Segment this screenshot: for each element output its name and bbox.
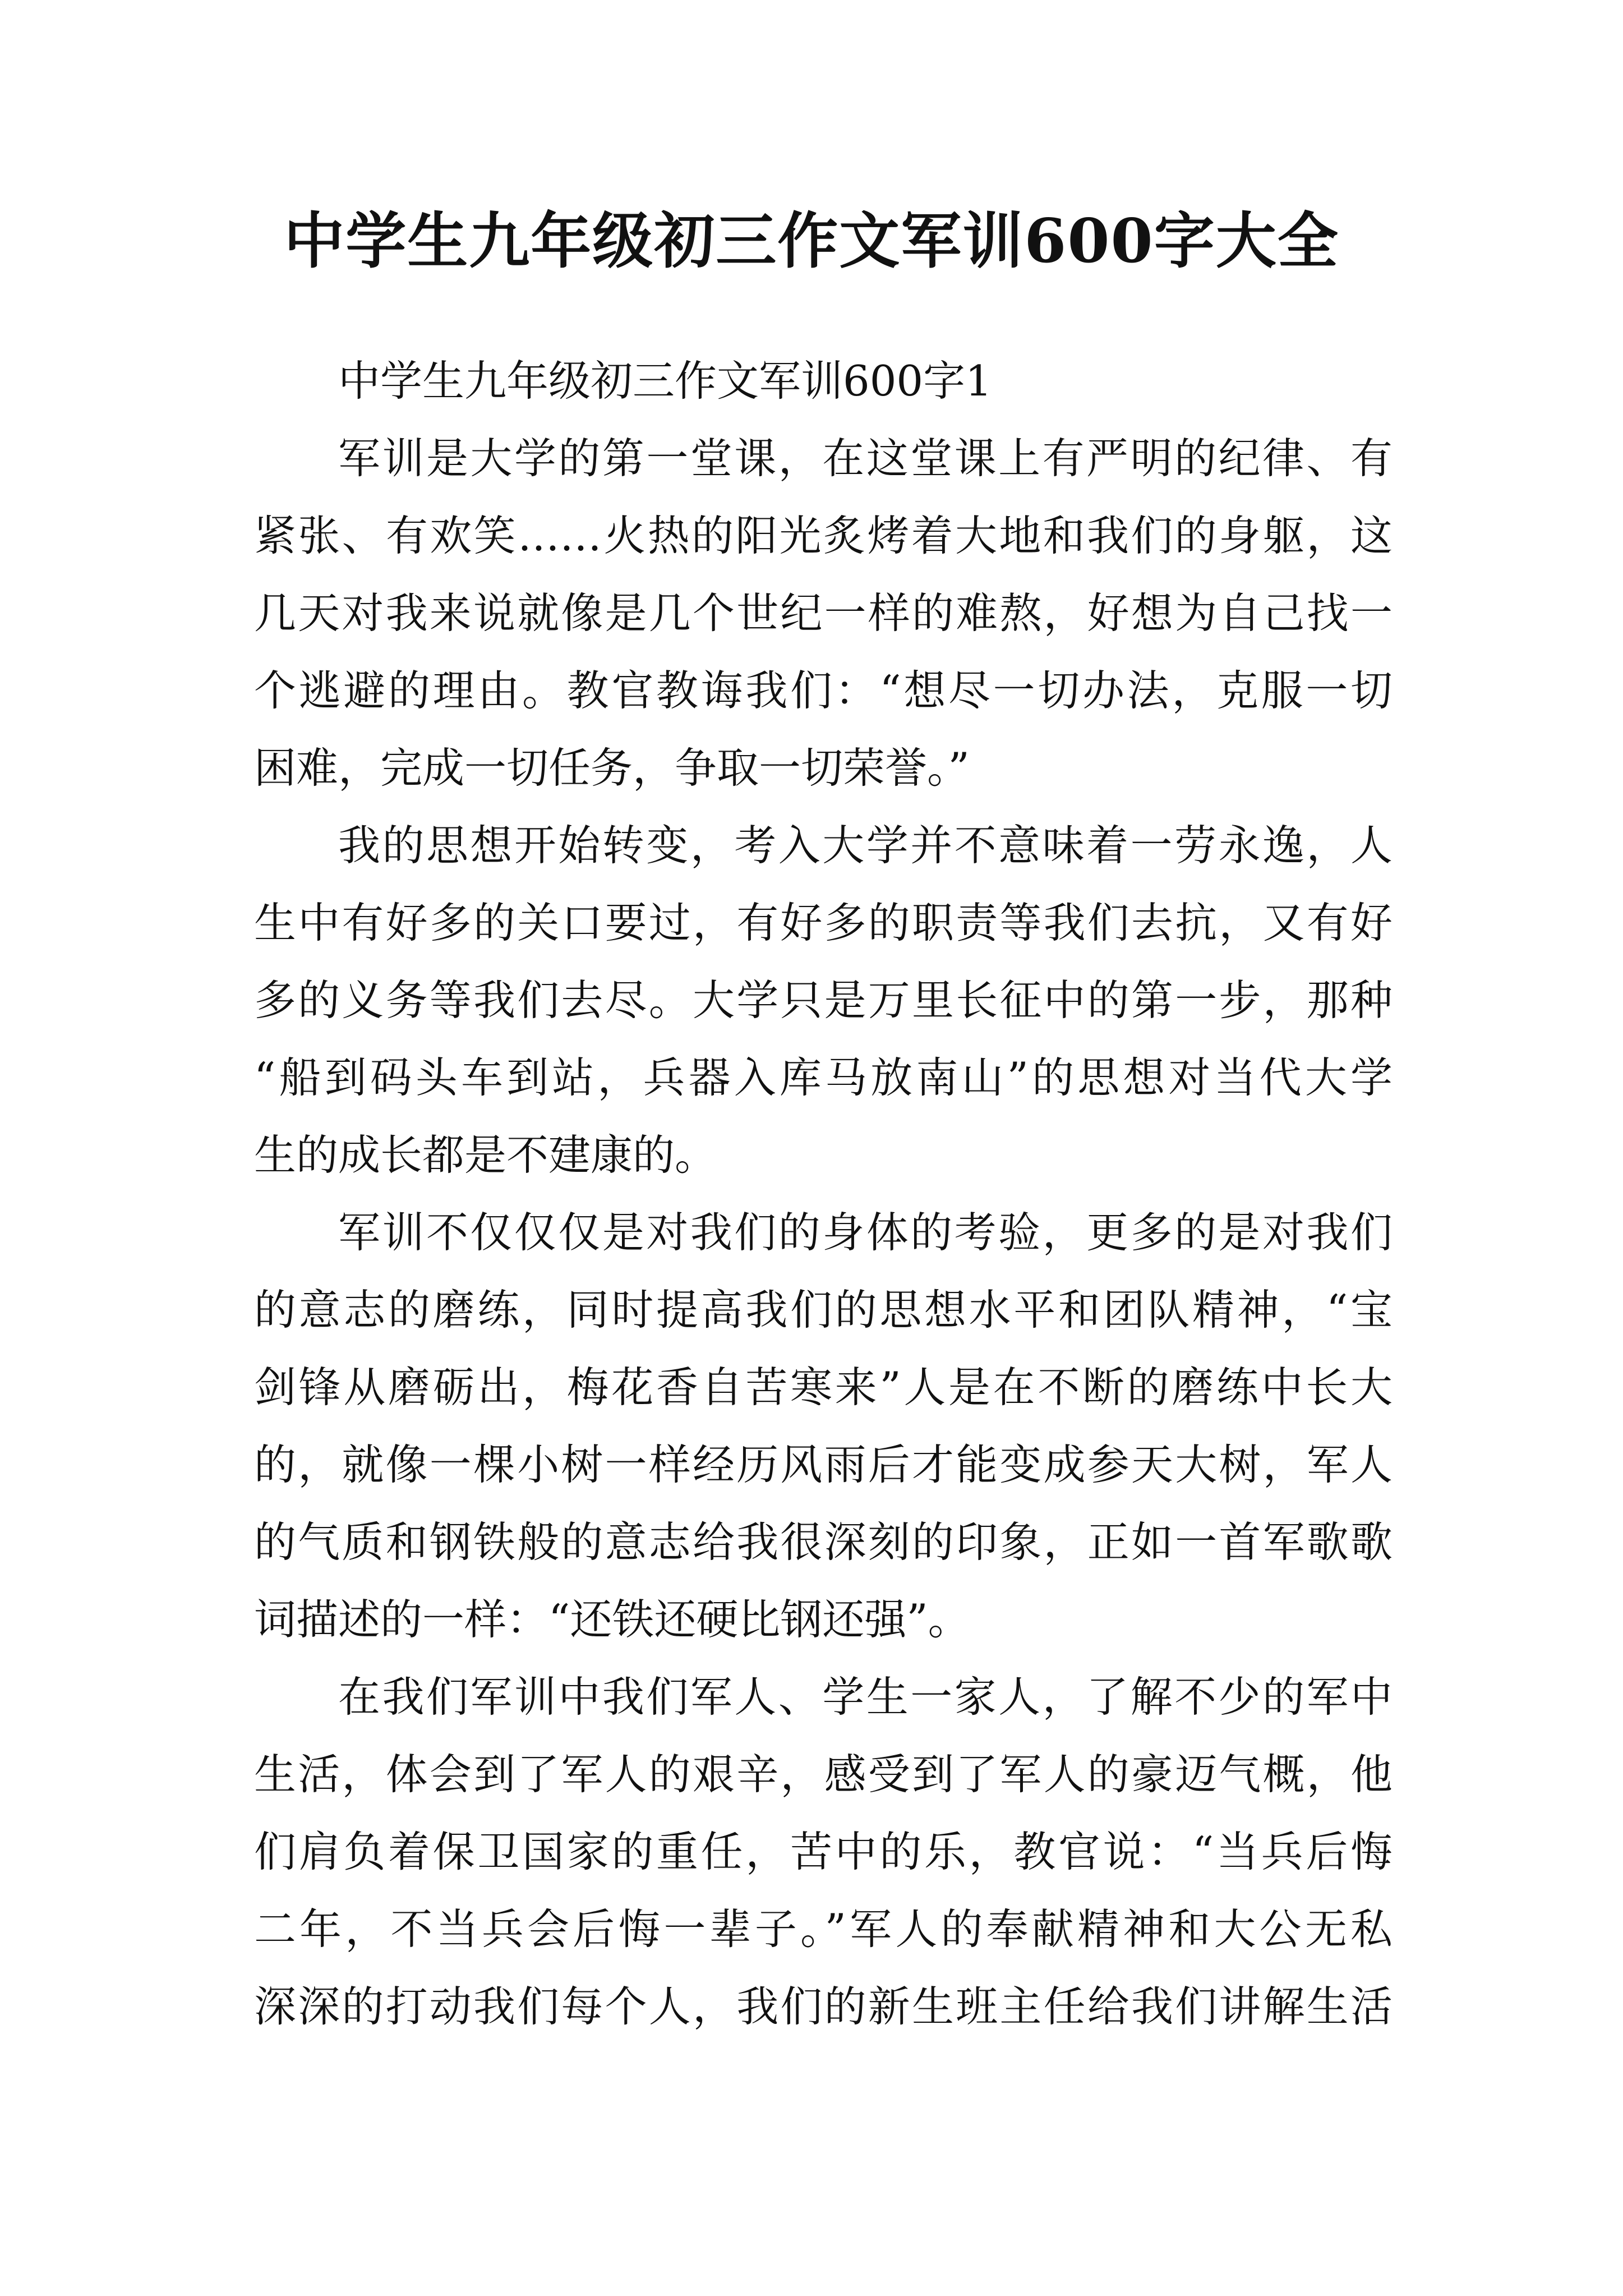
document-body [254,342,1393,2045]
section-heading: 中学生九年级初三作文军训600字1 [338,356,992,406]
paragraph-line: 们肩负着保卫国家的重任，苦中的乐，教官说：“当兵后悔 [254,1827,1393,1876]
paragraph-line: 个逃避的理由。教官教诲我们：“想尽一切办法，克服一切 [254,666,1393,715]
paragraph-line: 紧张、有欢笑……火热的阳光炙烤着大地和我们的身躯，这 [254,511,1393,560]
paragraph-line: 的，就像一棵小树一样经历风雨后才能变成参天大树，军人 [254,1440,1393,1489]
paragraph-line: 在我们军训中我们军人、学生一家人，了解不少的军中 [338,1672,1393,1722]
paragraph-3 [254,1194,1393,1658]
paragraph-line: 几天对我来说就像是几个世纪一样的难熬，好想为自己找一 [254,588,1393,638]
paragraph-line: 词描述的一样：“还铁还硬比钢还强”。 [254,1595,970,1644]
paragraph-line: 的气质和钢铁般的意志给我很深刻的印象，正如一首军歌歌 [254,1517,1393,1567]
paragraph-2 [254,807,1393,1194]
paragraph-line: 深深的打动我们每个人，我们的新生班主任给我们讲解生活 [254,1982,1393,2031]
paragraph-line: 军训是大学的第一堂课，在这堂课上有严明的纪律、有 [338,434,1393,483]
paragraph-line: 生活，体会到了军人的艰辛，感受到了军人的豪迈气概，他 [254,1750,1393,1799]
paragraph-line: 军训不仅仅仅是对我们的身体的考验，更多的是对我们 [338,1208,1393,1257]
paragraph-line: “船到码头车到站，兵器入库马放南山”的思想对当代大学 [254,1053,1393,1102]
paragraph-line: 困难，完成一切任务，争取一切荣誉。” [254,743,970,793]
paragraph-line: 生中有好多的关口要过，有好多的职责等我们去抗，又有好 [254,898,1393,947]
paragraph-4 [254,1658,1393,2045]
paragraph-1 [254,420,1393,807]
paragraph-line: 我的思想开始转变，考入大学并不意味着一劳永逸，人 [338,821,1393,870]
page-title: 中学生九年级初三作文军训600字大全 [284,206,1339,277]
paragraph-line: 的意志的磨练，同时提高我们的思想水平和团队精神，“宝 [254,1285,1393,1335]
paragraph-line: 多的义务等我们去尽。大学只是万里长征中的第一步，那种 [254,976,1393,1025]
paragraph-line: 剑锋从磨砺出，梅花香自苦寒来”人是在不断的磨练中长大 [254,1363,1393,1412]
paragraph-line: 二年，不当兵会后悔一辈子。”军人的奉献精神和大公无私 [254,1904,1393,1954]
paragraph-line: 生的成长都是不建康的。 [254,1130,717,1180]
